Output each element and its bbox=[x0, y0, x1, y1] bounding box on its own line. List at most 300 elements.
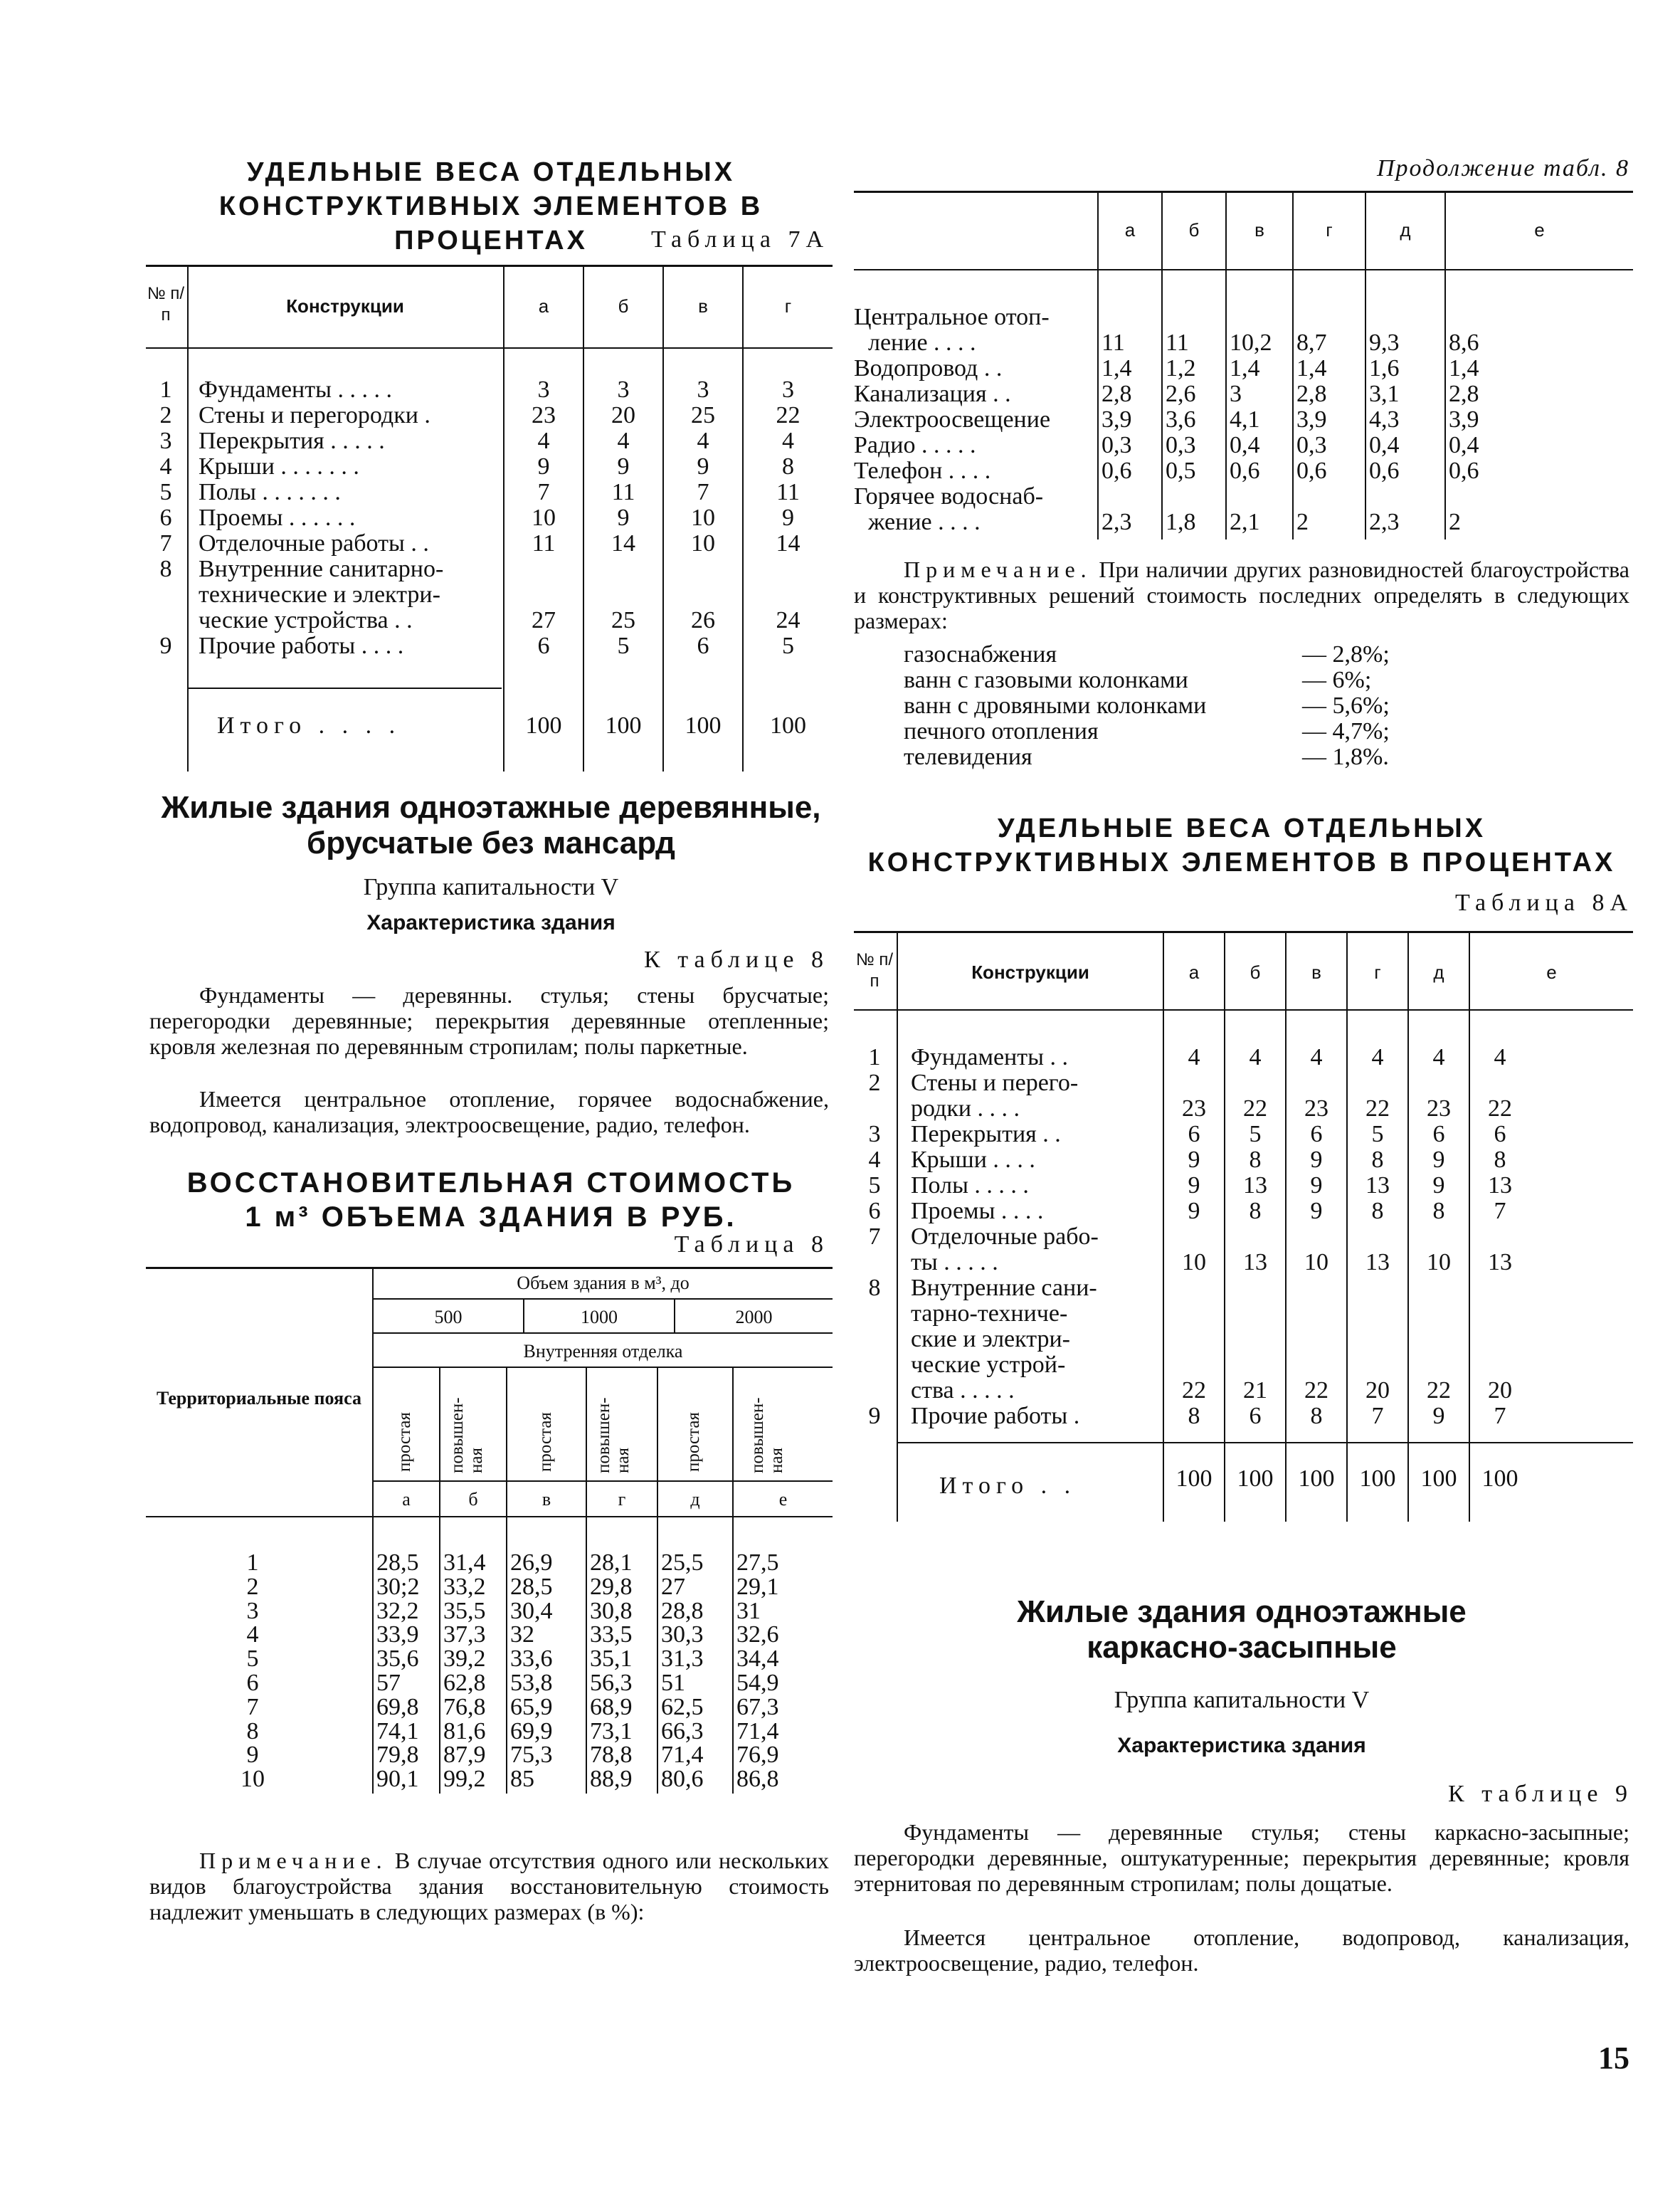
table-8-cont-cell: 8,7 bbox=[1296, 330, 1327, 356]
table-7a-total-cell: 100 bbox=[605, 712, 642, 739]
table-8-cell: 53,8 bbox=[510, 1670, 553, 1696]
table-8-cell: 79,8 bbox=[376, 1742, 419, 1769]
table-8a-cell: 5 bbox=[1249, 1121, 1262, 1147]
table-7a-cell: 26 bbox=[691, 607, 715, 633]
table-7a-cell: 25 bbox=[691, 402, 715, 428]
table-8-cell: 71,4 bbox=[661, 1742, 704, 1769]
table-7a-row-name: Крыши . . . . . . . bbox=[199, 453, 359, 480]
table-7a-cell: 25 bbox=[611, 607, 635, 633]
table-8-cont-col: б bbox=[1188, 219, 1200, 241]
page-number: 15 bbox=[1598, 2041, 1629, 2075]
table-8a-cell: 8 bbox=[1310, 1403, 1323, 1429]
table-8-cont-cell: 2,3 bbox=[1369, 509, 1400, 535]
right-building-p2: Имеется центральное отопление, водопровод, канализация, электроосвещение, радио, телефон. bbox=[854, 1925, 1629, 1976]
table-8-cont-cell: 3 bbox=[1230, 381, 1242, 407]
table-7a bbox=[146, 265, 833, 772]
note-item-name: телевидения bbox=[904, 744, 1032, 770]
table-8-cell: 33,5 bbox=[590, 1621, 633, 1648]
table-8a-cell: 13 bbox=[1365, 1172, 1390, 1199]
table-8-cont-cell: 1,8 bbox=[1166, 509, 1196, 535]
table-8-cont-cell: 0,6 bbox=[1449, 458, 1479, 484]
table-8-cell: 78,8 bbox=[590, 1742, 633, 1769]
table-7a-total-cell: 100 bbox=[685, 712, 722, 739]
table-8a-row-number: 6 bbox=[868, 1198, 881, 1224]
table-8a-cell: 8 bbox=[1432, 1198, 1445, 1224]
table-8-cont-note-text: При наличии других разновидностей благоустройства и конструктивных решений стоимость последних определять в следующих размерах: bbox=[854, 557, 1630, 633]
table-8-row-number: 1 bbox=[246, 1549, 259, 1576]
table-8-cell: 85 bbox=[510, 1766, 534, 1793]
table-8a-heading-line1: УДЕЛЬНЫЕ ВЕСА ОТДЕЛЬНЫХ bbox=[997, 814, 1486, 843]
table-8a-row-name: ты . . . . . bbox=[911, 1249, 998, 1275]
table-8a-cell: 6 bbox=[1249, 1403, 1262, 1429]
table-8a-cell: 9 bbox=[1432, 1403, 1445, 1429]
table-8-cont-cell: 11 bbox=[1166, 330, 1189, 356]
table-7a-cell: 11 bbox=[611, 479, 635, 505]
right-column bbox=[840, 0, 1680, 2185]
table-8a-cell: 4 bbox=[1371, 1044, 1384, 1070]
table-8-cell: 62,5 bbox=[661, 1693, 704, 1720]
right-building-char: Характеристика здания bbox=[1117, 1734, 1366, 1757]
table-8-volume: 1000 bbox=[581, 1307, 618, 1327]
right-building-title-line2: каркасно-засыпные bbox=[1087, 1630, 1397, 1665]
table-8-rule bbox=[374, 1480, 833, 1482]
table-8a-row-name: Перекрытия . . bbox=[911, 1121, 1061, 1147]
table-8-cell: 32 bbox=[510, 1621, 534, 1648]
table-8a-row-name: Отделочные рабо- bbox=[911, 1223, 1099, 1250]
table-8-cell: 32,6 bbox=[736, 1621, 779, 1648]
table-7a-cell: 8 bbox=[782, 453, 794, 480]
table-8-note-label: Примечание. bbox=[199, 1848, 388, 1873]
table-8a-col: б bbox=[1250, 962, 1261, 983]
table-8-cell: 30,8 bbox=[590, 1597, 633, 1624]
table-8a-col-no: № п/п bbox=[855, 950, 894, 991]
table-7a-total-cell: 100 bbox=[525, 712, 562, 739]
table-8-cont-cell: 9,3 bbox=[1369, 330, 1400, 356]
table-8-cell: 68,9 bbox=[590, 1693, 633, 1720]
table-8a-cell: 5 bbox=[1371, 1121, 1384, 1147]
left-building-char: Характеристика здания bbox=[366, 911, 616, 934]
table-8-cont-note-label: Примечание. bbox=[904, 557, 1092, 582]
table-8-rule bbox=[374, 1298, 833, 1300]
table-8a-cell: 6 bbox=[1494, 1121, 1506, 1147]
table-8-col: е bbox=[778, 1489, 788, 1510]
table-8-label: Таблица 8 bbox=[674, 1231, 829, 1258]
table-8a-cell: 13 bbox=[1365, 1249, 1390, 1275]
table-8-cont-cell: 0,6 bbox=[1101, 458, 1132, 484]
table-7a-cell: 11 bbox=[532, 530, 556, 557]
table-8-cell: 31,3 bbox=[661, 1646, 704, 1673]
table-8a-cell: 7 bbox=[1371, 1403, 1384, 1429]
left-building-to-table: К таблице 8 bbox=[644, 947, 829, 973]
table-8-cont-row-name: жение . . . . bbox=[868, 509, 981, 535]
right-building-to-table: К таблице 9 bbox=[1448, 1781, 1633, 1807]
table-7a-row-name: Проемы . . . . . . bbox=[199, 505, 356, 531]
right-building-group: Группа капитальности V bbox=[1114, 1687, 1370, 1713]
table-8-cont-row-name: Центральное отоп- bbox=[854, 304, 1050, 330]
table-7a-row-name: Фундаменты . . . . . bbox=[199, 377, 392, 403]
table-8a-col: е bbox=[1546, 962, 1557, 983]
table-8-cell: 28,8 bbox=[661, 1597, 704, 1624]
table-8a-cell: 6 bbox=[1188, 1121, 1200, 1147]
table-8a-row-name: родки . . . . bbox=[911, 1095, 1020, 1122]
table-8-cell: 33,2 bbox=[443, 1573, 486, 1600]
table-8-cont-col: г bbox=[1326, 219, 1333, 241]
table-7a-cell: 9 bbox=[697, 453, 709, 480]
table-8-cont-body bbox=[854, 305, 1633, 539]
table-8-finish-header: Внутренняя отделка bbox=[523, 1341, 683, 1362]
table-8-cell: 29,1 bbox=[736, 1573, 779, 1600]
table-7a-cell: 14 bbox=[611, 530, 635, 557]
table-8-cont-cell: 2,6 bbox=[1166, 381, 1196, 407]
left-building-title bbox=[149, 790, 833, 861]
table-8a-top-rule bbox=[854, 931, 1633, 933]
table-7a-cell: 7 bbox=[537, 479, 550, 505]
table-7a-col-v: в bbox=[698, 295, 708, 317]
table-8-row-number: 9 bbox=[246, 1742, 259, 1769]
table-8a-cell: 10 bbox=[1182, 1249, 1206, 1275]
table-8a-heading bbox=[854, 811, 1629, 880]
table-8-cell: 66,3 bbox=[661, 1717, 704, 1744]
note-item-name: газоснабжения bbox=[904, 641, 1057, 668]
note-item-name: печного отопления bbox=[904, 718, 1099, 744]
table-8a-row-name: Фундаменты . . bbox=[911, 1044, 1068, 1070]
table-7a-row-number: 3 bbox=[159, 428, 172, 454]
table-8-heading-line1: ВОССТАНОВИТЕЛЬНАЯ СТОИМОСТЬ bbox=[186, 1167, 796, 1199]
note-item-name: ванн с дровяными колонками bbox=[904, 693, 1207, 719]
table-7a-row-name: ческие устройства . . bbox=[199, 607, 413, 633]
table-8-cell: 71,4 bbox=[736, 1717, 779, 1744]
table-8-col: д bbox=[690, 1489, 700, 1510]
table-8-cont-cell: 1,4 bbox=[1449, 355, 1479, 381]
table-8-continuation-label: Продолжение табл. 8 bbox=[1376, 155, 1629, 181]
table-7a-row-name: Стены и перегородки . bbox=[199, 402, 430, 428]
table-7a-col-name: Конструкции bbox=[286, 295, 404, 317]
table-8a-cell: 22 bbox=[1365, 1095, 1390, 1122]
table-7a-cell: 9 bbox=[537, 453, 550, 480]
table-8-cell: 75,3 bbox=[510, 1742, 553, 1769]
table-8-cont-cell: 0,3 bbox=[1296, 432, 1327, 458]
table-7a-cell: 3 bbox=[782, 377, 794, 403]
table-7a-cell: 3 bbox=[617, 377, 630, 403]
table-8a-cell: 6 bbox=[1432, 1121, 1445, 1147]
table-7a-header-rule bbox=[146, 347, 833, 349]
table-7a-row-name: Прочие работы . . . . bbox=[199, 633, 404, 659]
table-8a-cell: 8 bbox=[1188, 1403, 1200, 1429]
table-7a-cell: 5 bbox=[782, 633, 794, 659]
table-8-finish-type: простая bbox=[684, 1412, 703, 1472]
note-item-value: — 1,8%. bbox=[1302, 744, 1389, 770]
note-item-value: — 4,7%; bbox=[1302, 718, 1390, 744]
left-building-p2: Имеется центральное отопление, горячее водоснабжение, водопровод, канализация, электроосвещение, радио, телефон. bbox=[149, 1086, 829, 1137]
table-7a-total-label: Итого . . . . bbox=[217, 712, 401, 739]
table-8-cont-row-name: Телефон . . . . bbox=[854, 458, 991, 484]
table-8-stub: Территориальные пояса bbox=[157, 1388, 361, 1409]
table-8-cell: 25,5 bbox=[661, 1549, 704, 1576]
table-8a-col: г bbox=[1374, 962, 1381, 983]
table-8-cell: 27 bbox=[661, 1573, 685, 1600]
table-8-cell: 30,3 bbox=[661, 1621, 704, 1648]
table-8-note bbox=[149, 1848, 829, 1925]
table-8a-cell: 13 bbox=[1488, 1172, 1512, 1199]
table-8a-row-name: ские и электри- bbox=[911, 1326, 1070, 1352]
table-7a-row-number: 2 bbox=[159, 402, 172, 428]
right-building-title bbox=[854, 1594, 1629, 1665]
table-7a-col-b: б bbox=[618, 295, 629, 317]
table-8-cont-cell: 3,6 bbox=[1166, 406, 1196, 433]
table-7a-row-number: 4 bbox=[159, 453, 172, 480]
table-7a-row-number: 7 bbox=[159, 530, 172, 557]
table-8-cell: 28,5 bbox=[510, 1573, 553, 1600]
table-7a-heading-line2: КОНСТРУКТИВНЫХ ЭЛЕМЕНТОВ В ПРОЦЕНТАХ bbox=[218, 191, 764, 256]
table-8-cont-items bbox=[904, 642, 1473, 777]
table-8a-row-name: Стены и перего- bbox=[911, 1070, 1079, 1096]
table-8-cell: 67,3 bbox=[736, 1693, 779, 1720]
table-8a-row-name: Проемы . . . . bbox=[911, 1198, 1044, 1224]
table-8-cont-cell: 4,1 bbox=[1230, 406, 1260, 433]
table-8-cont-cell: 0,5 bbox=[1166, 458, 1196, 484]
table-8-cont-cell: 0,6 bbox=[1296, 458, 1327, 484]
table-8-rule bbox=[374, 1367, 833, 1368]
table-7a-cell: 7 bbox=[697, 479, 709, 505]
table-8-cell: 80,6 bbox=[661, 1766, 704, 1793]
table-8a-cell: 9 bbox=[1432, 1147, 1445, 1173]
table-8a-cell: 10 bbox=[1427, 1249, 1451, 1275]
right-building-p1: Фундаменты — деревянные стулья; стены каркасно-засыпные; перегородки деревянные, оштукатуренные; перекрытия деревянные; кровля этернитовая по деревянным стропилам; полы дощатые. bbox=[854, 1819, 1629, 1896]
table-8-cont-cell: 2,1 bbox=[1230, 509, 1260, 535]
table-8a-row-name: Крыши . . . . bbox=[911, 1147, 1035, 1173]
table-8a-cell: 4 bbox=[1432, 1044, 1445, 1070]
table-7a-body bbox=[146, 377, 833, 690]
table-8-cont-cell: 3,1 bbox=[1369, 381, 1400, 407]
table-8a bbox=[854, 931, 1633, 1522]
table-7a-cell: 11 bbox=[776, 479, 800, 505]
table-7a-cell: 6 bbox=[697, 633, 709, 659]
table-8-note-text: В случае отсутствия одного или нескольких видов благоустройства здания восстановительную стоимость надлежит уменьшать в следующих размерах (в %): bbox=[149, 1848, 830, 1925]
table-8-row-number: 8 bbox=[246, 1717, 259, 1744]
table-8-cont-cell: 1,4 bbox=[1230, 355, 1260, 381]
table-8a-total-cell: 100 bbox=[1359, 1465, 1396, 1492]
table-8-cont-cell: 10,2 bbox=[1230, 330, 1272, 356]
table-8-cell: 34,4 bbox=[736, 1646, 779, 1673]
table-8-cont-cell: 0,4 bbox=[1230, 432, 1260, 458]
table-8a-row-number: 7 bbox=[868, 1223, 881, 1250]
table-8-cont-cell: 0,3 bbox=[1166, 432, 1196, 458]
table-8-heading-line2: 1 м³ ОБЪЕМА ЗДАНИЯ В РУБ. bbox=[245, 1201, 737, 1233]
table-8-cont-cell: 4,3 bbox=[1369, 406, 1400, 433]
table-8-cont-cell: 3,9 bbox=[1449, 406, 1479, 433]
table-8-cont-cell: 2 bbox=[1449, 509, 1461, 535]
table-7a-cell: 4 bbox=[697, 428, 709, 454]
table-8-finish-type: повышен-ная bbox=[748, 1397, 786, 1473]
table-8-cell: 69,8 bbox=[376, 1693, 419, 1720]
table-8a-cell: 4 bbox=[1494, 1044, 1506, 1070]
table-8a-cell: 13 bbox=[1488, 1249, 1512, 1275]
table-8-col: а bbox=[402, 1489, 411, 1510]
table-8-col: б bbox=[468, 1489, 478, 1510]
table-8a-total-cell: 100 bbox=[1237, 1465, 1274, 1492]
table-8-rule bbox=[374, 1332, 833, 1334]
table-7a-row-number: 9 bbox=[159, 633, 172, 659]
table-7a-cell: 10 bbox=[691, 530, 715, 557]
table-8-cell: 51 bbox=[661, 1670, 685, 1696]
table-8a-col: а bbox=[1188, 962, 1200, 983]
table-8a-cell: 4 bbox=[1310, 1044, 1323, 1070]
table-8-finish-type: повышен-ная bbox=[448, 1397, 486, 1473]
table-8-cell: 26,9 bbox=[510, 1549, 553, 1576]
table-8a-row-number: 5 bbox=[868, 1172, 881, 1199]
table-8a-cell: 9 bbox=[1432, 1172, 1445, 1199]
table-8-cell: 32,2 bbox=[376, 1597, 419, 1624]
table-8-row-number: 5 bbox=[246, 1646, 259, 1673]
table-8-cell: 39,2 bbox=[443, 1646, 486, 1673]
table-8a-col: д bbox=[1433, 962, 1444, 983]
table-8-cont-cell: 2,8 bbox=[1449, 381, 1479, 407]
table-8a-cell: 23 bbox=[1304, 1095, 1328, 1122]
table-8-cell: 27,5 bbox=[736, 1549, 779, 1576]
table-8-cont-col: е bbox=[1534, 219, 1545, 241]
table-8-cell: 88,9 bbox=[590, 1766, 633, 1793]
note-item-value: — 2,8%; bbox=[1302, 641, 1390, 668]
table-8a-row-number: 2 bbox=[868, 1070, 881, 1096]
table-8-cell: 69,9 bbox=[510, 1717, 553, 1744]
table-7a-cell: 24 bbox=[776, 607, 801, 633]
table-8a-cell: 4 bbox=[1188, 1044, 1200, 1070]
table-8a-row-name: ства . . . . . bbox=[911, 1377, 1015, 1404]
table-8-cont-cell: 1,4 bbox=[1101, 355, 1132, 381]
table-8a-row-name: Внутренние сани- bbox=[911, 1275, 1097, 1301]
table-8-cont-top-rule bbox=[854, 191, 1633, 193]
table-8-cont-cell: 1,6 bbox=[1369, 355, 1400, 381]
table-8a-total-cell: 100 bbox=[1298, 1465, 1335, 1492]
table-8a-cell: 8 bbox=[1371, 1198, 1384, 1224]
table-8-cell: 99,2 bbox=[443, 1766, 486, 1793]
table-8-finish-type: повышен-ная bbox=[594, 1397, 633, 1473]
table-8a-cell: 22 bbox=[1304, 1377, 1328, 1404]
table-8a-cell: 23 bbox=[1427, 1095, 1451, 1122]
table-8-heading bbox=[149, 1166, 833, 1234]
table-8a-cell: 7 bbox=[1494, 1198, 1506, 1224]
table-8-cont-col: д bbox=[1400, 219, 1411, 241]
left-building-title-line2: брусчатые без мансард bbox=[307, 826, 675, 860]
table-8a-cell: 22 bbox=[1488, 1095, 1512, 1122]
table-8a-label: Таблица 8А bbox=[1455, 890, 1633, 916]
table-8a-row-number: 4 bbox=[868, 1147, 881, 1173]
table-8-cont-cell: 2,8 bbox=[1101, 381, 1132, 407]
table-8-cell: 29,8 bbox=[590, 1573, 633, 1600]
table-8a-cell: 9 bbox=[1188, 1172, 1200, 1199]
table-8-cont-cell: 0,3 bbox=[1101, 432, 1132, 458]
table-8a-cell: 13 bbox=[1243, 1249, 1267, 1275]
note-item-value: — 6%; bbox=[1302, 667, 1372, 693]
table-8a-row-name: ческие устрой- bbox=[911, 1352, 1066, 1378]
table-8a-cell: 22 bbox=[1243, 1095, 1267, 1122]
table-8-cont-cell: 2,8 bbox=[1296, 381, 1327, 407]
table-8-cont-cell: 2,3 bbox=[1101, 509, 1132, 535]
table-7a-cell: 14 bbox=[776, 530, 801, 557]
table-8a-cell: 22 bbox=[1182, 1377, 1206, 1404]
table-7a-cell: 20 bbox=[611, 402, 635, 428]
table-8-cell: 28,5 bbox=[376, 1549, 419, 1576]
table-8-cell: 33,9 bbox=[376, 1621, 419, 1648]
table-8a-cell: 9 bbox=[1310, 1147, 1323, 1173]
table-8a-cell: 10 bbox=[1304, 1249, 1328, 1275]
table-8-cont-note bbox=[854, 557, 1629, 633]
table-7a-cell: 3 bbox=[537, 377, 550, 403]
table-8-row-number: 10 bbox=[241, 1766, 265, 1793]
table-8a-total-cell: 100 bbox=[1481, 1465, 1518, 1492]
table-8-cont-cell: 0,6 bbox=[1230, 458, 1260, 484]
left-building-title-line1: Жилые здания одноэтажные деревянные, bbox=[161, 790, 821, 825]
table-8-cont-cell: 0,6 bbox=[1369, 458, 1400, 484]
table-7a-cell: 9 bbox=[782, 505, 794, 531]
table-7a-cell: 22 bbox=[776, 402, 801, 428]
table-7a-row-name: Отделочные работы . . bbox=[199, 530, 429, 557]
table-8-cont-header-rule bbox=[854, 269, 1633, 270]
table-7a-col-g: г bbox=[784, 295, 792, 317]
table-7a-col-no: № п/п bbox=[147, 284, 185, 325]
table-7a-cell: 10 bbox=[691, 505, 715, 531]
table-8a-row-number: 1 bbox=[868, 1044, 881, 1070]
table-8-cont-row-name: Радио . . . . . bbox=[854, 432, 976, 458]
table-8-continuation bbox=[854, 191, 1633, 539]
table-8-volume-header: Объем здания в м³, до bbox=[517, 1273, 690, 1293]
table-8a-cell: 6 bbox=[1310, 1121, 1323, 1147]
table-7a-row-number: 1 bbox=[159, 377, 172, 403]
table-8-cont-col: а bbox=[1124, 219, 1136, 241]
table-8a-cell: 20 bbox=[1365, 1377, 1390, 1404]
table-8a-body bbox=[854, 1045, 1633, 1443]
table-8-cell: 76,8 bbox=[443, 1693, 486, 1720]
table-8a-header-rule bbox=[854, 1009, 1633, 1011]
table-8-cell: 31 bbox=[736, 1597, 761, 1624]
table-8a-cell: 8 bbox=[1249, 1147, 1262, 1173]
table-7a-cell: 4 bbox=[782, 428, 794, 454]
table-7a-cell: 23 bbox=[532, 402, 556, 428]
table-8-col: г bbox=[618, 1489, 626, 1510]
left-building-group: Группа капитальности V bbox=[363, 874, 619, 900]
table-8-cont-row-name: Канализация . . bbox=[854, 381, 1011, 407]
table-8a-cell: 22 bbox=[1427, 1377, 1451, 1404]
table-8-cell: 54,9 bbox=[736, 1670, 779, 1696]
table-8-cont-row-name: Электроосвещение bbox=[854, 406, 1051, 433]
table-8-cell: 35,5 bbox=[443, 1597, 486, 1624]
table-8a-cell: 13 bbox=[1243, 1172, 1267, 1199]
table-8-row-number: 3 bbox=[246, 1597, 259, 1624]
table-8-cell: 76,9 bbox=[736, 1742, 779, 1769]
table-7a-label: Таблица 7А bbox=[651, 226, 829, 253]
table-7a-cell: 27 bbox=[532, 607, 556, 633]
table-8-finish-type: простая bbox=[536, 1412, 555, 1472]
table-8-cont-cell: 3,9 bbox=[1296, 406, 1327, 433]
table-8-top-rule bbox=[146, 1267, 833, 1269]
table-8a-cell: 9 bbox=[1310, 1198, 1323, 1224]
table-8-cell: 87,9 bbox=[443, 1742, 486, 1769]
table-8a-cell: 8 bbox=[1249, 1198, 1262, 1224]
table-8-finish-type: простая bbox=[395, 1412, 414, 1472]
table-8a-heading-line2: КОНСТРУКТИВНЫХ ЭЛЕМЕНТОВ В ПРОЦЕНТАХ bbox=[867, 848, 1616, 878]
table-8a-col-name: Конструкции bbox=[971, 962, 1089, 983]
table-8-cell: 74,1 bbox=[376, 1717, 419, 1744]
table-8a-cell: 9 bbox=[1188, 1198, 1200, 1224]
table-8a-total-cell: 100 bbox=[1176, 1465, 1213, 1492]
table-7a-total-cell: 100 bbox=[770, 712, 806, 739]
table-8-row-number: 2 bbox=[246, 1573, 259, 1600]
table-8-volume: 500 bbox=[434, 1307, 463, 1327]
table-8a-cell: 21 bbox=[1243, 1377, 1267, 1404]
table-7a-cell: 3 bbox=[697, 377, 709, 403]
right-building-title-line1: Жилые здания одноэтажные bbox=[1017, 1594, 1467, 1629]
table-8a-cell: 9 bbox=[1188, 1147, 1200, 1173]
